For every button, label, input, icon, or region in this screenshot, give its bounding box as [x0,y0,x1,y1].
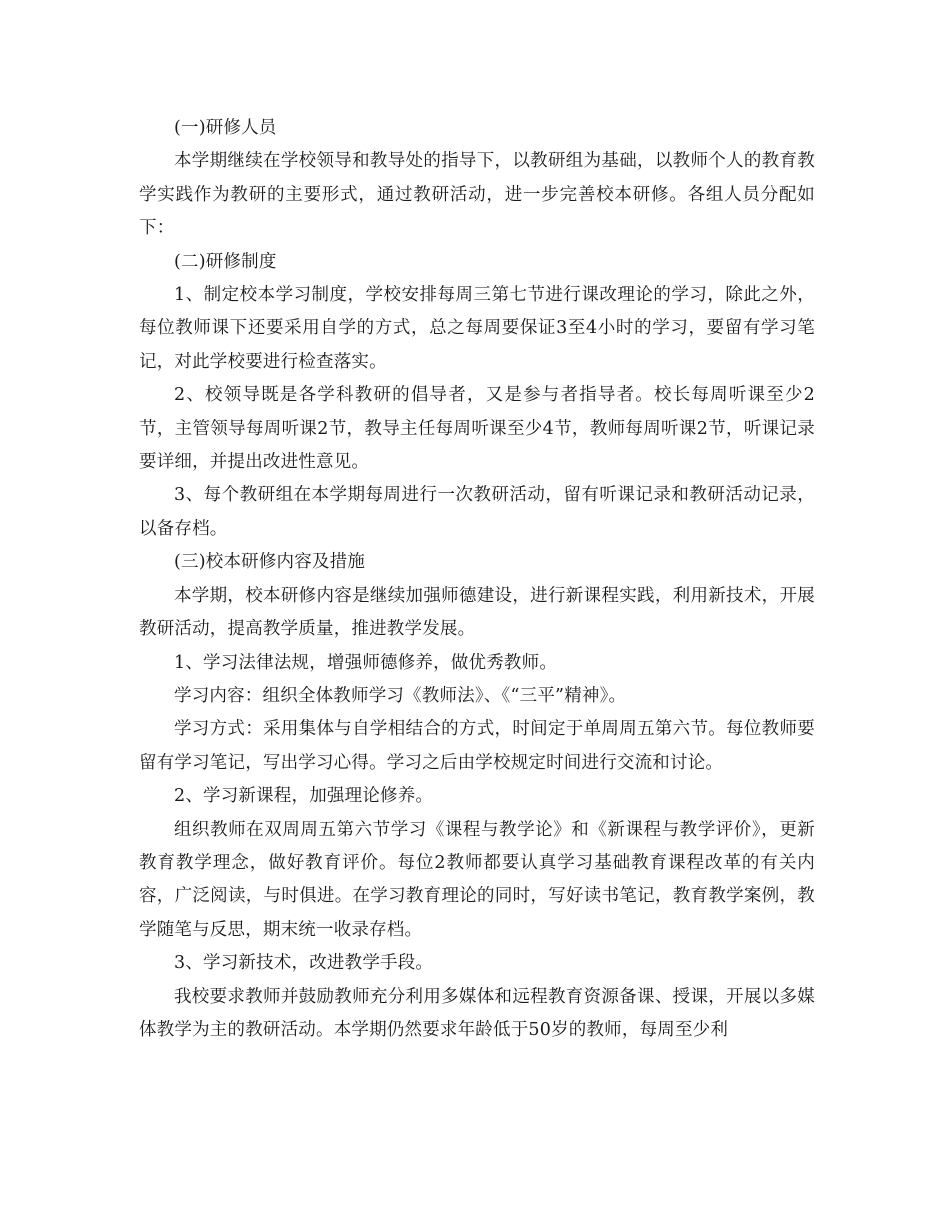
document-page [139,112,815,1047]
paragraph: 学习内容：组织全体教师学习《教师法》、《“三平”精神》。 [174,685,627,706]
paragraph: 本学期，校本研修内容是继续加强师德建设，进行新课程实践，利用新技术，开展教研活动，提高教学质量，推进教学发展。 [139,585,815,640]
paragraph: 1、学习法律法规，增强师德修养，做优秀教师。 [174,652,558,673]
paragraph: 2、学习新课程，加强理论修养。 [174,786,434,807]
paragraph: 本学期继续在学校领导和教导处的指导下，以教研组为基础，以教师个人的教育教学实践作为教研的主要形式，通过教研活动，进一步完善校本研修。各组人员分配如下： [139,151,815,239]
paragraph: 学习方式：采用集体与自学相结合的方式，时间定于单周周五第六节。每位教师要留有学习笔记，写出学习心得。学习之后由学校规定时间进行交流和讨论。 [139,719,815,773]
paragraph: 2、校领导既是各学科教研的倡导者，又是参与者指导者。校长每周听课至少2节，主管领导每周听课2节，教导主任每周听课至少4节，教师每周听课2节，听课记录要详细，并提出改进性意见。 [139,385,815,473]
paragraph: 3、学习新技术，改进教学手段。 [174,953,434,974]
paragraph: 1、制定校本学习制度，学校安排每周三第七节进行课改理论的学习，除此之外，每位教师课下还要采用自学的方式，总之每周要保证3至4小时的学习，要留有学习笔记，对此学校要进行检查落实。 [139,285,815,372]
section-heading-research-staff: (一)研修人员 [174,118,277,138]
paragraph: 3、每个教研组在本学期每周进行一次教研活动，留有听课记录和教研活动记录，以备存档。 [139,485,815,539]
paragraph: 组织教师在双周周五第六节学习《课程与教学论》和《新课程与教学评价》，更新教育教学理念，做好教育评价。每位2教师都要认真学习基础教育课程改革的有关内容，广泛阅读，与时俱进。在学习教育理论的同时，写好读书笔记，教育教学案例，教学随笔与反思，期末统一收录存档。 [139,819,815,940]
section-heading-content-measures: (三)校本研修内容及措施 [174,552,366,573]
section-heading-research-system: (二)研修制度 [174,251,277,272]
paragraph: 我校要求教师并鼓励教师充分利用多媒体和远程教育资源备课、授课，开展以多媒体教学为主的教研活动。本学期仍然要求年龄低于50岁的教师，每周至少利 [139,986,815,1040]
